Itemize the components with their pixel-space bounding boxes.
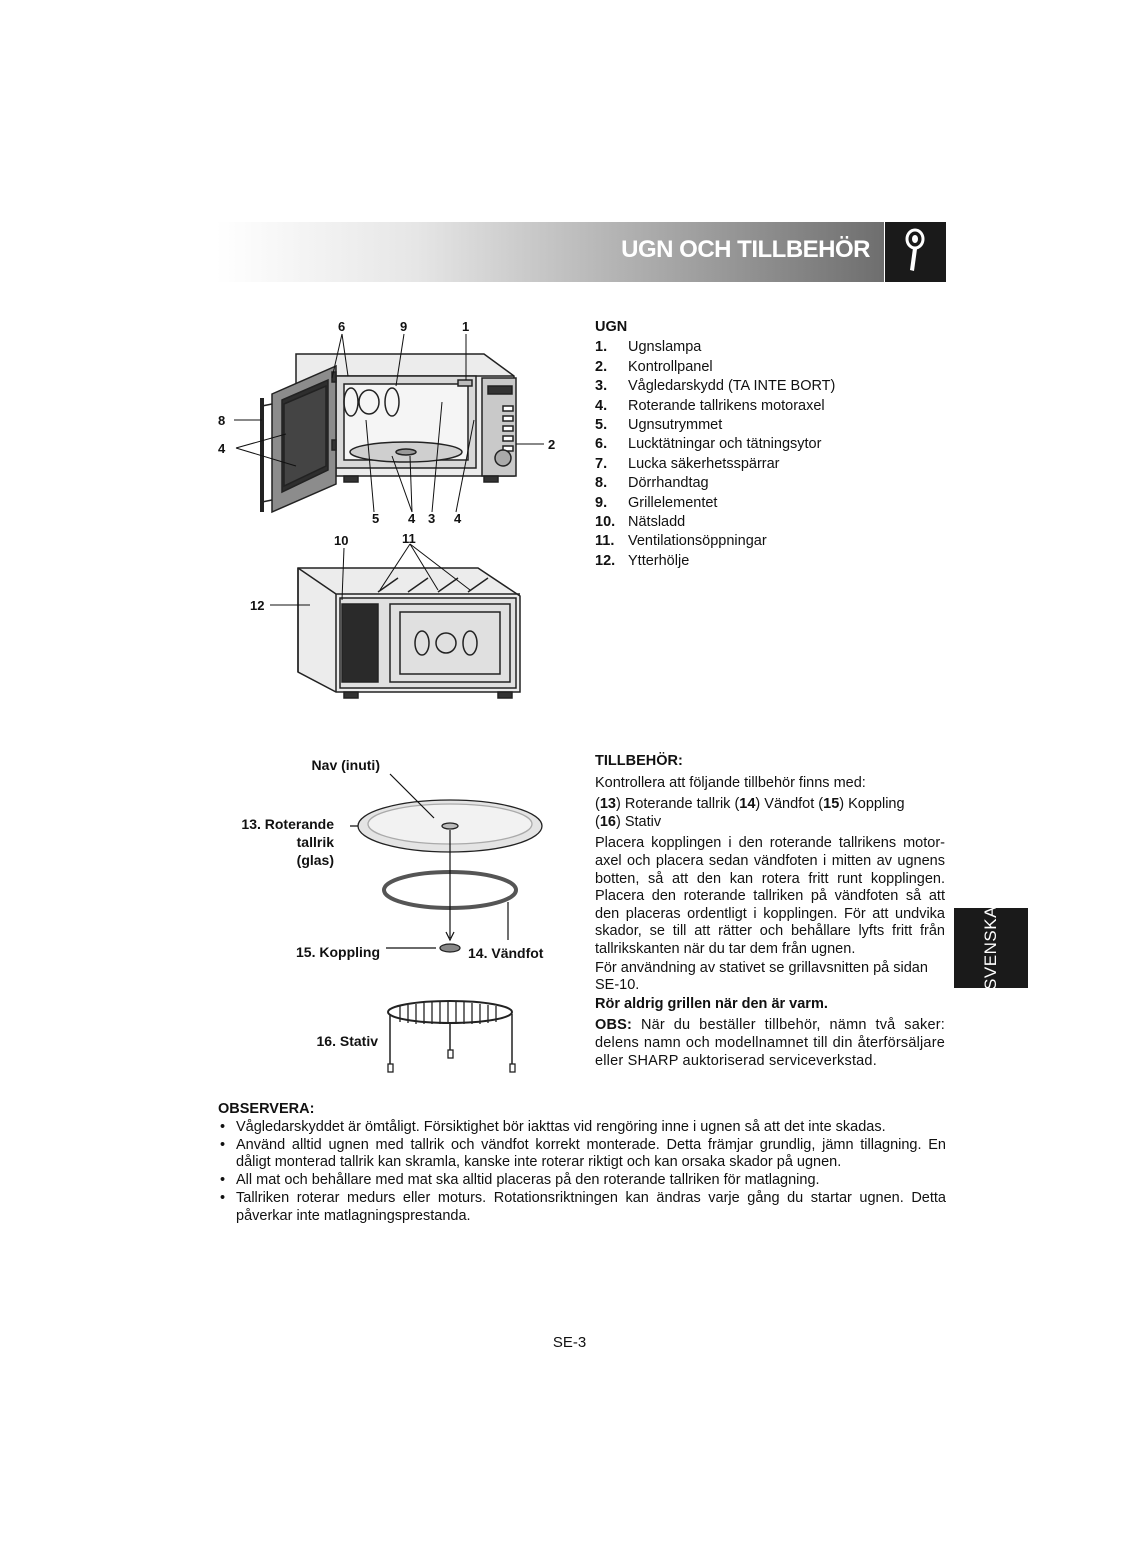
page-number: SE-3: [552, 1334, 587, 1351]
callout-4-latch: 4: [454, 511, 462, 526]
accessories-intro: Kontrollera att följande tillbehör finns med:: [595, 774, 866, 791]
callout-1: 1: [462, 319, 470, 334]
oven-back-illustration: [248, 532, 528, 704]
oven-parts-title: UGN: [595, 319, 628, 335]
observera-title: OBSERVERA:: [218, 1101, 315, 1117]
turntable-label-line-1: 13. Roterande: [241, 816, 334, 832]
turntable-label-line-3: (glas): [296, 852, 334, 868]
oven-front-illustration: [214, 316, 564, 531]
list-item: • Vågledarskyddet är ömtåligt. Försiktighet bör iakttas vid rengöring inne i ugnen så att det inte skadas.: [218, 1119, 946, 1137]
callout-8: 8: [218, 413, 226, 428]
grill-warning: Rör aldrig grillen när den är varm.: [595, 995, 828, 1012]
list-item: • Tallriken roterar medurs eller moturs. Rotationsriktningen kan ändras varje gång du startar ugnen. Detta påverkar inte matlagningsprestanda.: [218, 1190, 946, 1226]
list-item: • All mat och behållare med mat ska alltid placeras på den roterande tallriken för matlagning.: [218, 1172, 946, 1190]
list-item: 9. Grillelementet: [595, 494, 718, 511]
section-header: [216, 222, 884, 282]
callout-12: 12: [250, 598, 265, 613]
list-item: 12. Ytterhölje: [595, 552, 690, 569]
accessories-section: [595, 753, 945, 1071]
observera-list: [218, 1119, 946, 1226]
accessories-list: (13) Roterande tallrik (14) Vändfot (15) Koppling (16) Stativ: [595, 796, 905, 830]
callout-11: 11: [402, 532, 416, 546]
language-tab: [954, 908, 1028, 988]
list-item: 2. Kontrollpanel: [595, 358, 713, 375]
list-item: 8. Dörrhandtag: [595, 475, 709, 492]
accessories-body: Placera kopplingen i den roterande tallrikens motor-axel och placera sedan vändfoten i mitten av ugnens botten, så att den kan rotera fritt runt kopplingen. Placera den roterande tallriken på vändfoten så att den placeras ordentligt i kopplingen. För att undvika skador, se till att rätter och behållare lyfts fritt från tallrikskanten när du tar dem från ugnen.: [595, 835, 945, 957]
list-item: 3. Vågledarskydd (TA INTE BORT): [595, 378, 836, 395]
obs-label: OBS:: [595, 1017, 633, 1034]
grill-note: För användning av stativet se grillavsnitten på sidan SE-10.: [595, 959, 928, 994]
observera-section: [218, 1101, 946, 1226]
turntable-label-line-2: tallrik: [296, 834, 334, 850]
section-title: UGN OCH TILLBEHÖR: [621, 236, 870, 263]
callout-5: 5: [372, 511, 380, 526]
callout-3: 3: [428, 511, 436, 526]
oven-parts-section: [595, 318, 835, 571]
callout-10: 10: [334, 533, 349, 548]
callout-6: 6: [338, 319, 346, 334]
list-item: 1. Ugnslampa: [595, 339, 702, 356]
accessories-illustration: [350, 770, 560, 1080]
accessories-title: TILLBEHÖR:: [595, 753, 683, 769]
obs-note: OBS: När du beställer tillbehör, nämn två saker: delens namn och modellnamnet till din återförsäljare eller SHARP auktoriserad serviceverkstad.: [595, 1017, 945, 1069]
roller-label: 14. Vändfot: [468, 945, 544, 961]
list-item: • Använd alltid ugnen med tallrik och vändfot korrekt monterade. Detta främjar grundlig, jämn tillagning. En dåligt monterad tallrik kan skramla, kanske inte roterar riktigt och kan orsaka skador på ugnen.: [218, 1137, 946, 1173]
rack-label: 16. Stativ: [316, 1033, 378, 1049]
list-item: 11. Ventilationsöppningar: [595, 533, 767, 550]
callout-2: 2: [548, 437, 556, 452]
hub-label: Nav (inuti): [311, 757, 380, 773]
oven-parts-list: [595, 338, 835, 571]
list-item: 7. Lucka säkerhetsspärrar: [595, 455, 780, 472]
language-label: SVENSKA: [981, 906, 1000, 990]
callout-9: 9: [400, 319, 408, 334]
list-item: 10. Nätsladd: [595, 514, 686, 531]
callout-4-door: 4: [218, 441, 226, 456]
list-item: 5. Ugnsutrymmet: [595, 417, 723, 434]
coupling-label: 15. Koppling: [296, 944, 380, 960]
callout-4-shaft: 4: [408, 511, 416, 526]
magnifier-icon: [885, 222, 946, 282]
list-item: 6. Lucktätningar och tätningsytor: [595, 436, 822, 453]
list-item: 4. Roterande tallrikens motoraxel: [595, 397, 825, 414]
